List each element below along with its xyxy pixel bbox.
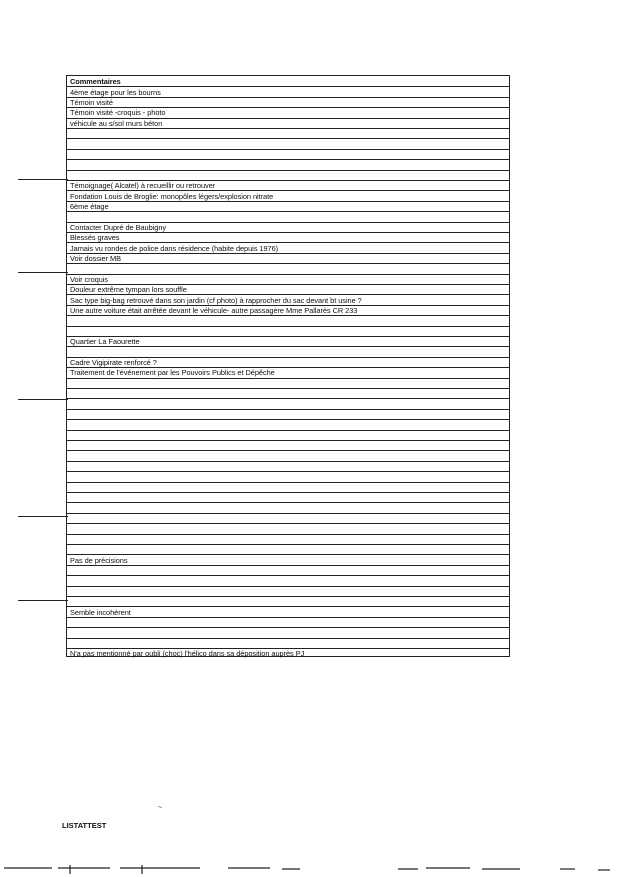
table-row-line [67, 253, 509, 254]
table-row-line [67, 565, 509, 566]
table-row-line [67, 617, 509, 618]
table-row-line [67, 502, 509, 503]
table-row-line [67, 544, 509, 545]
table-row-line [67, 398, 509, 399]
table-row-line [67, 482, 509, 483]
table-row-line [67, 263, 509, 264]
table-row-line [67, 596, 509, 597]
comment-entry: Jamais vu rondes de police dans résidence (habite depuis 1976) [70, 243, 279, 253]
comment-entry: Cadre Vigipirate renforcé ? [70, 358, 157, 367]
table-row-line [67, 638, 509, 639]
table-row-line [67, 513, 509, 514]
comment-entry: Blessés graves [70, 233, 120, 243]
scan-edge-artifacts [0, 862, 620, 877]
margin-mark [18, 179, 68, 180]
table-row-line [67, 586, 509, 587]
table-row-line [67, 211, 509, 212]
comment-entry: 6ème étage [70, 202, 109, 211]
table-row-line [67, 170, 509, 171]
table-row-line [67, 201, 509, 202]
comment-entry: Traitement de l'événement par les Pouvoirs Publics et Dépêche [70, 368, 275, 378]
comment-entry: Voir dossier MB [70, 254, 122, 263]
comment-entry: Sac type big-bag retrouvé dans son jardin (cf photo) à rapprocher du sac devant bt usine ? [70, 295, 362, 305]
table-row-line [67, 388, 509, 389]
table-row-line [67, 97, 509, 98]
table-row-line [67, 492, 509, 493]
table-row-line [67, 430, 509, 431]
comment-entry: 4ème étage pour les bourns [70, 87, 161, 97]
comment-entry: Quartier La Faourette [70, 337, 140, 347]
comment-entry: véhicule au s/sol murs béton [70, 118, 163, 128]
table-row-line [67, 471, 509, 472]
table-header: Commentaires [70, 77, 121, 87]
comment-entry: Semble incohérent [70, 607, 131, 617]
comment-entry: Voir croquis [70, 274, 109, 284]
table-row-line [67, 461, 509, 462]
margin-mark [18, 272, 68, 273]
comment-entry: Témoin visité -croquis - photo [70, 108, 166, 118]
comment-entry: Témoin visité [70, 98, 113, 107]
footer-label: LISTATTEST [62, 821, 107, 830]
table-row-line [67, 326, 509, 327]
table-row-line [67, 149, 509, 150]
table-row-line [67, 346, 509, 347]
comment-entry: Contacter Dupré de Baubigny [70, 222, 167, 232]
table-row-line [67, 378, 509, 379]
comment-entry: Douleur extrême tympan lors souffle [70, 285, 187, 295]
table-row-line [67, 575, 509, 576]
table-row-line [67, 450, 509, 451]
comment-entry: Une autre voiture était arrêtée devant le véhicule- autre passagère Mme Pallarès CR 233 [70, 306, 358, 315]
table-row-line [67, 606, 509, 607]
comment-entry: Pas de précisions [70, 555, 128, 565]
table-row-line [67, 419, 509, 420]
comment-entry: Fondation Louis de Broglie: monopôles légers/explosion nitrate [70, 191, 274, 201]
table-row-line [67, 534, 509, 535]
margin-mark [18, 600, 68, 601]
table-row-line [67, 523, 509, 524]
table-row-line [67, 409, 509, 410]
table-row-line [67, 554, 509, 555]
table-row-line [67, 138, 509, 139]
comments-table [66, 75, 510, 657]
table-row-line [67, 440, 509, 441]
margin-mark [18, 516, 68, 517]
table-row-line [67, 128, 509, 129]
margin-mark [18, 399, 68, 400]
scan-speck [158, 806, 162, 808]
table-row-line [67, 159, 509, 160]
comment-entry: Témoignage( Alcatel) à recueillir ou retrouver [70, 181, 216, 191]
comment-entry: N'a pas mentionné par oubli (choc) l'hélico dans sa déposition auprès PJ [70, 649, 305, 659]
table-row-line [67, 315, 509, 316]
table-row-line [67, 232, 509, 233]
table-row-line [67, 274, 509, 275]
table-row-line [67, 627, 509, 628]
